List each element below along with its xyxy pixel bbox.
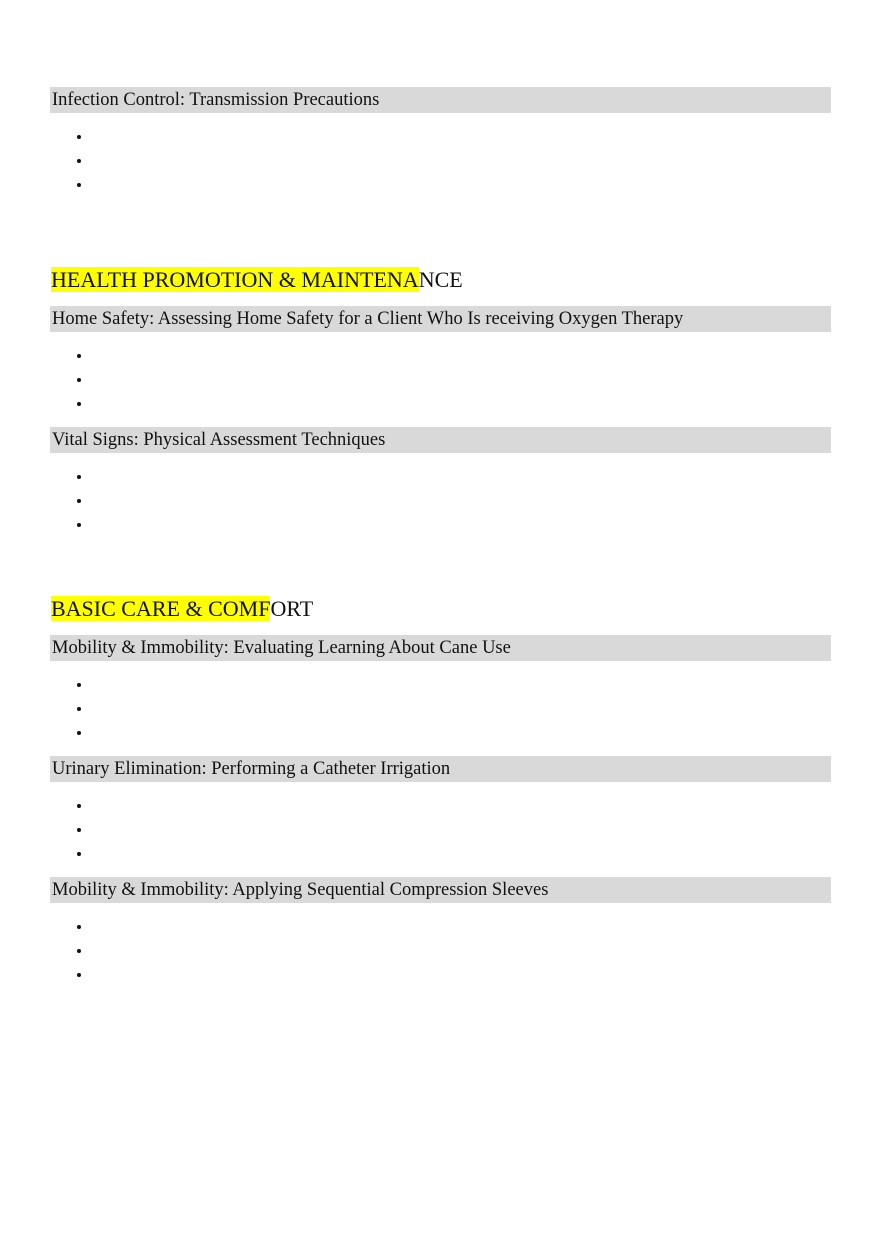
section-heading-health-promotion <box>51 266 463 294</box>
topic-title-infection-control: Infection Control: Transmission Precautions <box>50 87 831 113</box>
topic-title-cane-use: Mobility & Immobility: Evaluating Learning About Cane Use <box>50 635 831 661</box>
heading-highlighted-text: HEALTH PROMOTION & MAINTENA <box>51 267 419 292</box>
topic-title-vital-signs: Vital Signs: Physical Assessment Techniques <box>50 427 831 453</box>
topic-title-home-safety: Home Safety: Assessing Home Safety for a Client Who Is receiving Oxygen Therapy <box>50 306 831 332</box>
heading-rest-text: ORT <box>270 596 314 621</box>
heading-rest-text: NCE <box>418 267 463 292</box>
topic-title-compression-sleeves: Mobility & Immobility: Applying Sequential Compression Sleeves <box>50 877 831 903</box>
section-heading-basic-care <box>51 595 313 623</box>
heading-highlighted-text: BASIC CARE & COMF <box>51 596 271 621</box>
topic-title-catheter-irrigation: Urinary Elimination: Performing a Catheter Irrigation <box>50 756 831 782</box>
